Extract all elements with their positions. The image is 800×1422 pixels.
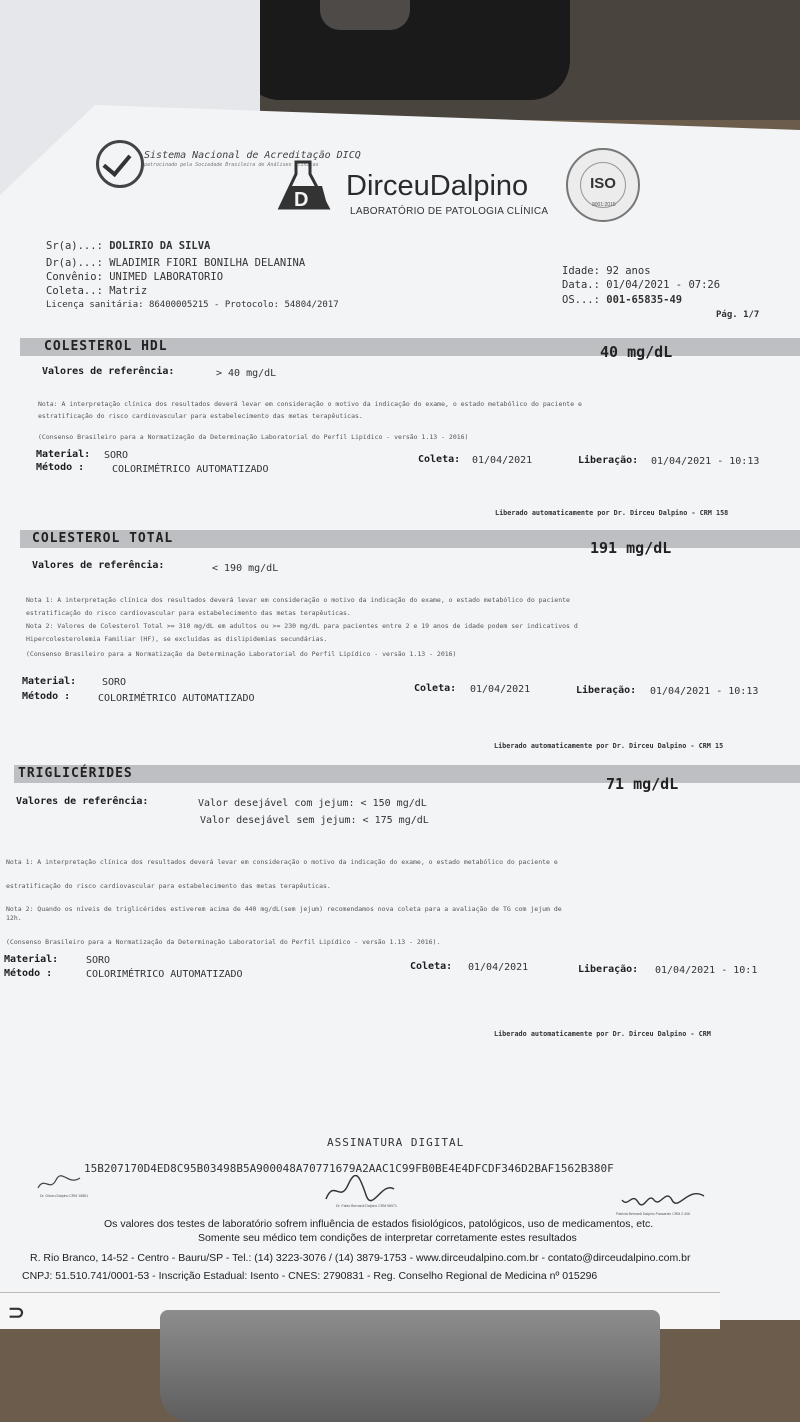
idade-line bbox=[562, 265, 651, 277]
note-line: estratificação do risco cardiovascular para estabelecimento das metas terapêuticas. bbox=[26, 609, 351, 617]
liberacao-date: 01/04/2021 - 10:1 bbox=[655, 965, 758, 976]
doctor-label: Dr(a)...: bbox=[46, 257, 103, 269]
material-label: Material: bbox=[4, 954, 59, 965]
note-line: Nota 1: A interpretação clínica dos resultados deverá levar em consideração o motivo da indicação do exame, o estado metabólico do paciente e bbox=[6, 858, 558, 866]
material-label: Material: bbox=[36, 449, 91, 460]
footer-cnpj: CNPJ: 51.510.741/0001-53 - Inscrição Estadual: Isento - CNES: 2790831 - Reg. Conselho Regional de Medicina nº 015296 bbox=[22, 1270, 598, 1282]
liberacao-label: Liberação: bbox=[578, 964, 639, 975]
note-line: 12h. bbox=[6, 914, 22, 922]
os-label: OS...: bbox=[562, 294, 600, 306]
ref-label: Valores de referência: bbox=[42, 366, 175, 377]
signature-hash: 15B207170D4ED8C95B03498B5A900048A70771679A2AAC1C99FB0BE4E4DFCDF346D2BAF1562B380F bbox=[84, 1162, 614, 1175]
strip-mark-icon: ⊃ bbox=[8, 1302, 25, 1324]
note-line: Nota 1: A interpretação clínica dos resultados deverá levar em consideração o motivo da indicação do exame, o estado metabólico do paciente bbox=[26, 596, 570, 604]
coleta-date: 01/04/2021 bbox=[472, 455, 533, 466]
svg-text:D: D bbox=[294, 189, 309, 211]
ref-label: Valores de referência: bbox=[16, 796, 149, 807]
data-line bbox=[562, 279, 720, 291]
disclaimer-line-1: Os valores dos testes de laboratório sofrem influência de estados fisiológicos, patológicos, uso de medicamentos, etc. bbox=[104, 1218, 654, 1230]
note-line: Nota 2: Quando os níveis de triglicérides estiverem acima de 440 mg/dL(sem jejum) recomendamos nova coleta para a avaliação de TG com jejum de bbox=[6, 905, 562, 913]
exam-value: 71 mg/dL bbox=[606, 775, 679, 793]
coleta-line bbox=[46, 285, 147, 297]
metodo-label: Método : bbox=[36, 462, 85, 473]
convenio-value: UNIMED LABORATORIO bbox=[109, 271, 224, 283]
licenca-value: 86400005215 bbox=[148, 300, 209, 310]
page-number: Pág. 1/7 bbox=[716, 310, 760, 320]
flask-logo-icon bbox=[276, 160, 336, 212]
exam-value: 40 mg/dL bbox=[600, 343, 673, 361]
coleta-label: Coleta: bbox=[418, 454, 461, 465]
ref-value: < 190 mg/dL bbox=[212, 563, 279, 574]
os-line bbox=[562, 294, 682, 306]
licenca-line bbox=[46, 300, 339, 310]
iso-label: ISO bbox=[580, 162, 626, 208]
patient-name: DOLIRIO DA SILVA bbox=[109, 240, 211, 252]
protocolo-value: 54804/2017 bbox=[284, 300, 339, 310]
disclaimer-line-2: Somente seu médico tem condições de interpretar corretamente estes resultados bbox=[198, 1232, 577, 1244]
accreditation-name: Sistema Nacional de Acreditação DICQ bbox=[144, 150, 361, 161]
ref-value: > 40 mg/dL bbox=[216, 368, 277, 379]
liberacao-date: 01/04/2021 - 10:13 bbox=[651, 456, 760, 467]
liberacao-label: Liberação: bbox=[576, 685, 637, 696]
note-line: Hipercolesterolemia Familiar (HF), se excluídas as dislipidemias secundárias. bbox=[26, 635, 328, 643]
liberado-line: Liberado automaticamente por Dr. Dirceu Dalpino - CRM 15 bbox=[494, 742, 724, 750]
metodo-value: COLORIMÉTRICO AUTOMATIZADO bbox=[86, 969, 243, 980]
material-value: SORO bbox=[102, 677, 127, 688]
data-label: Data.: bbox=[562, 279, 600, 291]
liberado-line: Liberado automaticamente por Dr. Dirceu Dalpino - CRM 158 bbox=[495, 509, 729, 517]
coleta-date: 01/04/2021 bbox=[470, 684, 531, 695]
ref-value: Valor desejável com jejum: < 150 mg/dL bbox=[198, 798, 427, 809]
background-object-top bbox=[320, 0, 410, 30]
iso-seal bbox=[566, 148, 640, 222]
coleta-date: 01/04/2021 bbox=[468, 962, 529, 973]
note-line: estratificação do risco cardiovascular para estabelecimento das metas terapêuticas. bbox=[6, 882, 331, 890]
liberado-line: Liberado automaticamente por Dr. Dirceu Dalpino - CRM bbox=[494, 1030, 711, 1038]
coleta-value: Matriz bbox=[109, 285, 148, 297]
iso-sub: 9001:2015 bbox=[592, 202, 616, 208]
patient-line bbox=[46, 240, 210, 252]
metodo-label: Método : bbox=[4, 968, 53, 979]
signature-3-icon bbox=[618, 1182, 708, 1212]
ref-value-2: Valor desejável sem jejum: < 175 mg/dL bbox=[200, 815, 429, 826]
exam-title: COLESTEROL HDL bbox=[44, 339, 168, 354]
signature-1-caption: Dr. Dirceu Dalpino CRM 15881 bbox=[40, 1194, 89, 1198]
material-label: Material: bbox=[22, 676, 77, 687]
clipboard-clip bbox=[160, 1310, 660, 1422]
coleta-label: Coleta: bbox=[414, 683, 457, 694]
convenio-line bbox=[46, 271, 223, 283]
convenio-label: Convênio: bbox=[46, 271, 103, 283]
coleta-label: Coleta..: bbox=[46, 285, 103, 297]
note-line: (Consenso Brasileiro para a Normatização da Determinação Laboratorial do Perfil Lipídico - versão 1.13 - 2016) bbox=[38, 433, 469, 441]
note-line: estratificação do risco cardiovascular para estabelecimento das metas terapêuticas. bbox=[38, 412, 363, 420]
check-icon bbox=[96, 140, 144, 188]
footer-address: R. Rio Branco, 14-52 - Centro - Bauru/SP - Tel.: (14) 3223-3076 / (14) 3879-1753 - www.dirceudalpino.com.br - contato@dirceudalpino.com.br bbox=[30, 1252, 691, 1264]
signature-title: ASSINATURA DIGITAL bbox=[327, 1136, 465, 1149]
note-line: Nota: A interpretação clínica dos resultados deverá levar em consideração o motivo da indicação do exame, o estado metabólico do paciente e bbox=[38, 400, 582, 408]
protocolo-label: - Protocolo: bbox=[214, 300, 280, 310]
signature-3-caption: Patricia Bernardi Dalpino Passarelo CRM 2.406 bbox=[616, 1212, 690, 1216]
metodo-value: COLORIMÉTRICO AUTOMATIZADO bbox=[98, 693, 255, 704]
coleta-label: Coleta: bbox=[410, 961, 453, 972]
licenca-label: Licença sanitária: bbox=[46, 300, 144, 310]
exam-title: TRIGLICÉRIDES bbox=[18, 766, 133, 781]
accreditation-note: patrocinado pela Sociedade Brasileira de Análises Clínicas bbox=[144, 162, 319, 168]
material-value: SORO bbox=[86, 955, 111, 966]
note-line: (Consenso Brasileiro para a Normatização da Determinação Laboratorial do Perfil Lipídico - versão 1.13 - 2016). bbox=[6, 938, 441, 946]
signature-2-icon bbox=[320, 1175, 400, 1205]
metodo-value: COLORIMÉTRICO AUTOMATIZADO bbox=[112, 464, 269, 475]
note-line: (Consenso Brasileiro para a Normatização da Determinação Laboratorial do Perfil Lipídico - versão 1.13 - 2016) bbox=[26, 650, 457, 658]
ref-label: Valores de referência: bbox=[32, 560, 165, 571]
note-line: Nota 2: Valores de Colesterol Total >= 310 mg/dL em adultos ou >= 230 mg/dL para pacientes entre 2 e 19 anos de idade podem ser indicativos d bbox=[26, 622, 578, 630]
doctor-line bbox=[46, 257, 305, 269]
exam-title: COLESTEROL TOTAL bbox=[32, 531, 174, 546]
signature-2-caption: Dr. Fabio Bernardi Dalpino CRM 96971 bbox=[336, 1204, 397, 1208]
patient-label: Sr(a)...: bbox=[46, 240, 103, 252]
brand-name: DirceuDalpino bbox=[346, 170, 529, 202]
doctor-name: WLADIMIR FIORI BONILHA DELANINA bbox=[109, 257, 306, 269]
exam-value: 191 mg/dL bbox=[590, 539, 672, 557]
signature-1-icon bbox=[34, 1172, 84, 1194]
liberacao-label: Liberação: bbox=[578, 455, 639, 466]
data-value: 01/04/2021 - 07:26 bbox=[606, 279, 721, 291]
os-value: 001-65835-49 bbox=[606, 294, 683, 306]
idade-value: 92 anos bbox=[606, 265, 651, 277]
liberacao-date: 01/04/2021 - 10:13 bbox=[650, 686, 759, 697]
metodo-label: Método : bbox=[22, 691, 71, 702]
idade-label: Idade: bbox=[562, 265, 600, 277]
brand-subtitle: LABORATÓRIO DE PATOLOGIA CLÍNICA bbox=[350, 206, 549, 217]
material-value: SORO bbox=[104, 450, 129, 461]
